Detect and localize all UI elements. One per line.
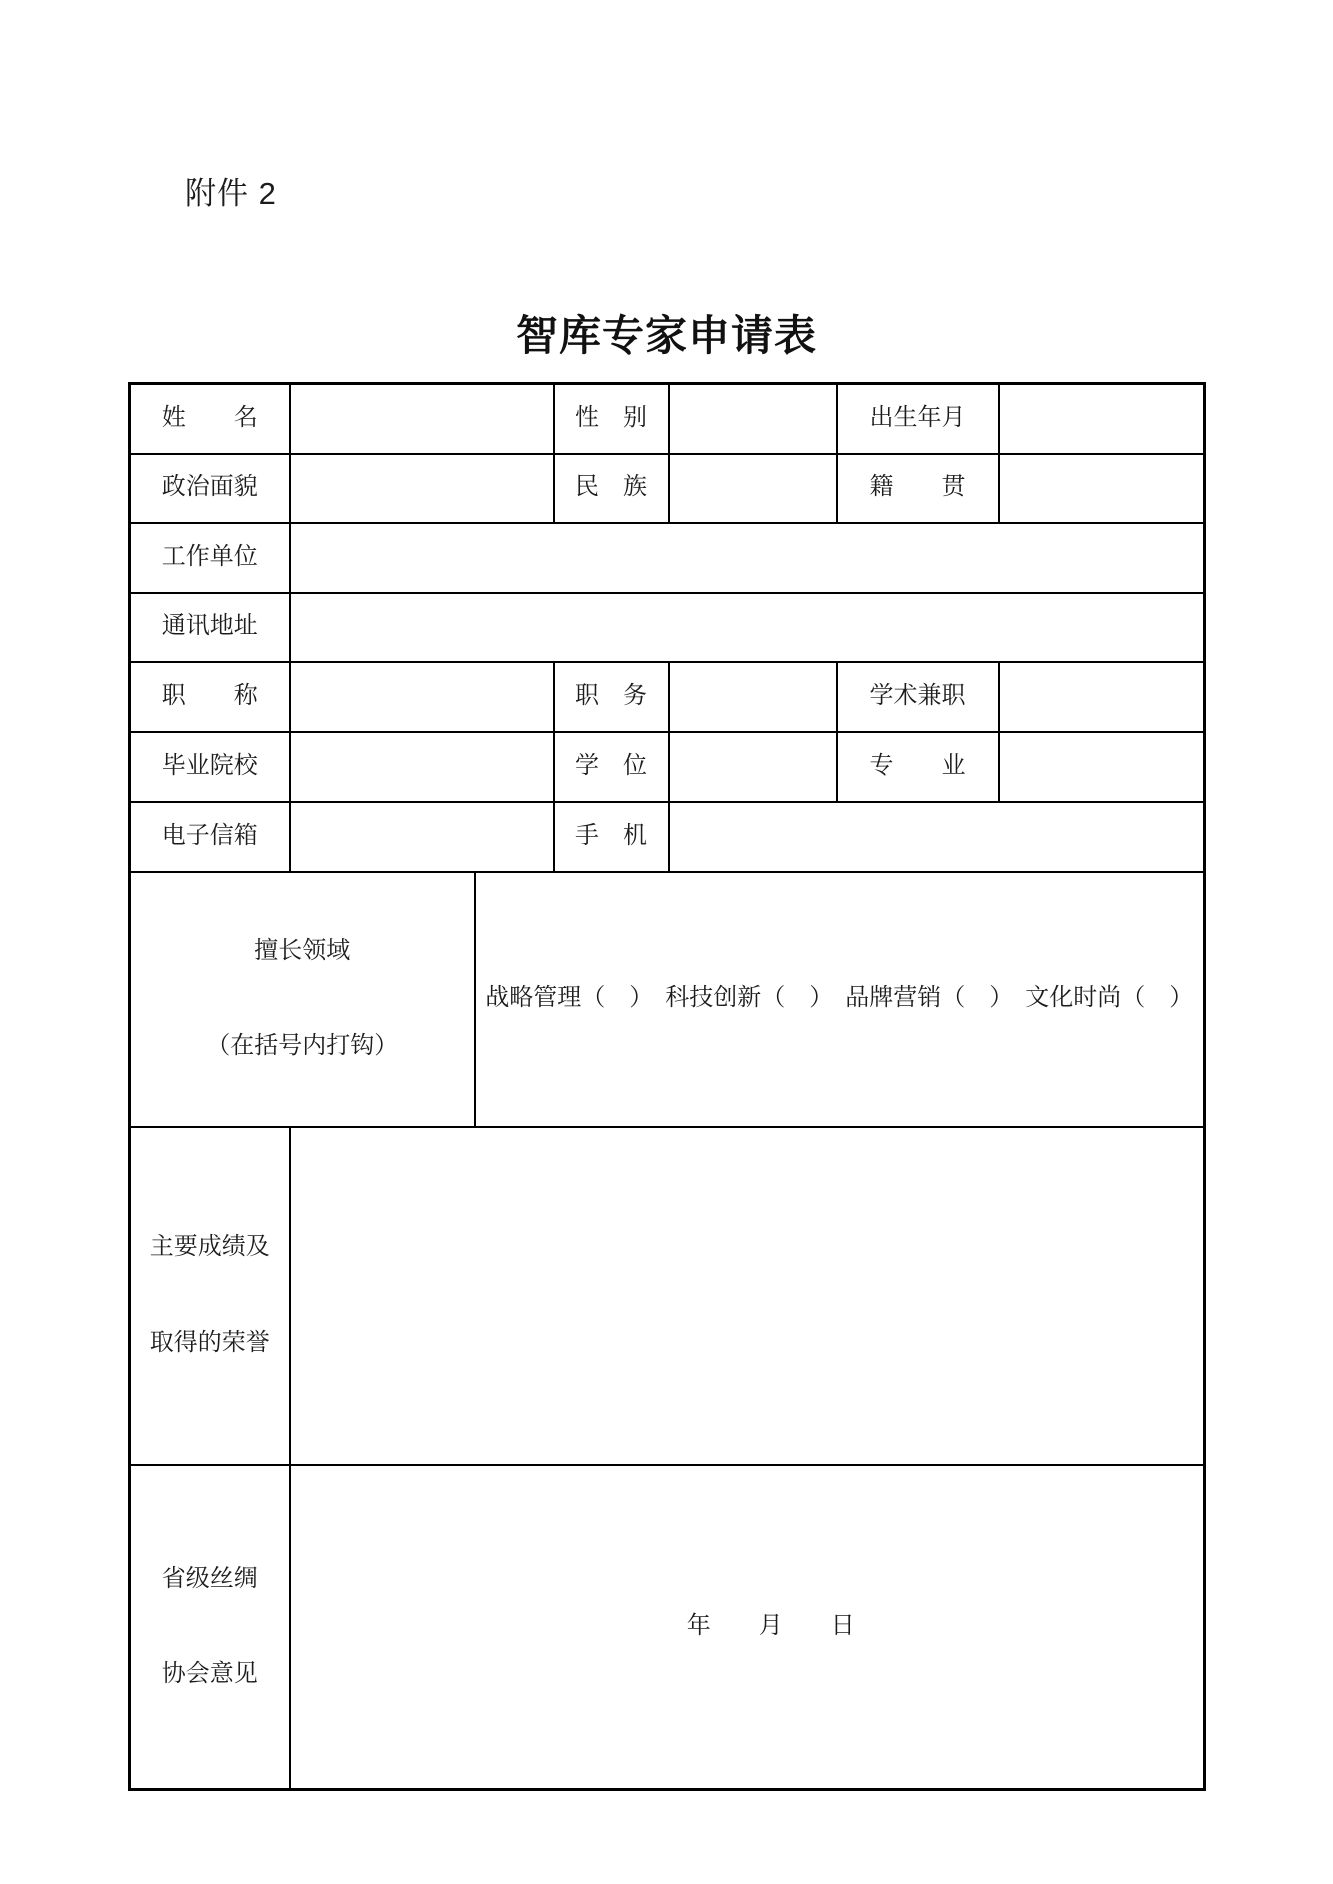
position-input-cell[interactable]	[669, 662, 837, 732]
date-line: 年 月 日	[686, 1613, 855, 1640]
mailing-address-input-cell[interactable]	[290, 593, 1205, 662]
graduate-school-input-cell[interactable]	[290, 732, 554, 802]
achievements-input-cell[interactable]	[290, 1127, 1205, 1465]
attachment-label: 附件 2	[185, 176, 277, 211]
association-opinion-label-line1: 省级丝绸	[161, 1565, 258, 1592]
table-row	[130, 454, 1205, 523]
name-input-cell[interactable]	[290, 384, 554, 454]
table-row	[130, 802, 1205, 872]
work-unit-label: 工作单位	[130, 523, 290, 593]
gender-input-cell[interactable]	[669, 384, 837, 454]
mobile-input-cell[interactable]	[669, 802, 1205, 872]
association-opinion-label-line2: 协会意见	[161, 1661, 258, 1688]
mobile-label: 手 机	[554, 802, 669, 872]
email-input-cell[interactable]	[290, 802, 554, 872]
academic-posts-input-cell[interactable]	[999, 662, 1205, 732]
application-form-table	[128, 382, 1206, 1791]
table-row	[130, 1127, 1205, 1465]
political-status-input-cell[interactable]	[290, 454, 554, 523]
position-label: 职 务	[554, 662, 669, 732]
gender-label: 性 别	[554, 384, 669, 454]
degree-label: 学 位	[554, 732, 669, 802]
achievements-label-line1: 主要成绩及	[149, 1234, 270, 1261]
expertise-label-line2: （在括号内打钩）	[206, 1033, 399, 1060]
association-opinion-input-cell[interactable]	[290, 1465, 1205, 1790]
ethnicity-input-cell[interactable]	[669, 454, 837, 523]
table-row	[130, 384, 1205, 454]
birth-date-label: 出生年月	[837, 384, 999, 454]
table-row	[130, 662, 1205, 732]
achievements-label	[130, 1127, 290, 1465]
table-row	[130, 1465, 1205, 1790]
work-unit-input-cell[interactable]	[290, 523, 1205, 593]
professional-title-input-cell[interactable]	[290, 662, 554, 732]
page-title: 智库专家申请表	[515, 312, 817, 359]
email-label: 电子信箱	[130, 802, 290, 872]
table-row	[130, 732, 1205, 802]
political-status-label: 政治面貌	[130, 454, 290, 523]
name-label: 姓 名	[130, 384, 290, 454]
major-label: 专 业	[837, 732, 999, 802]
expertise-label	[130, 872, 475, 1127]
expertise-options[interactable]: 战略管理（ ） 科技创新（ ） 品牌营销（ ） 文化时尚（ ）	[475, 872, 1205, 1127]
table-row	[130, 593, 1205, 662]
graduate-school-label: 毕业院校	[130, 732, 290, 802]
mailing-address-label: 通讯地址	[130, 593, 290, 662]
major-input-cell[interactable]	[999, 732, 1205, 802]
association-opinion-label	[130, 1465, 290, 1790]
ethnicity-label: 民 族	[554, 454, 669, 523]
native-place-input-cell[interactable]	[999, 454, 1205, 523]
native-place-label: 籍 贯	[837, 454, 999, 523]
professional-title-label: 职 称	[130, 662, 290, 732]
table-row	[130, 872, 1205, 1127]
expertise-label-line1: 擅长领域	[254, 937, 351, 964]
degree-input-cell[interactable]	[669, 732, 837, 802]
birth-date-input-cell[interactable]	[999, 384, 1205, 454]
achievements-label-line2: 取得的荣誉	[149, 1329, 270, 1356]
table-row	[130, 523, 1205, 593]
academic-posts-label: 学术兼职	[837, 662, 999, 732]
